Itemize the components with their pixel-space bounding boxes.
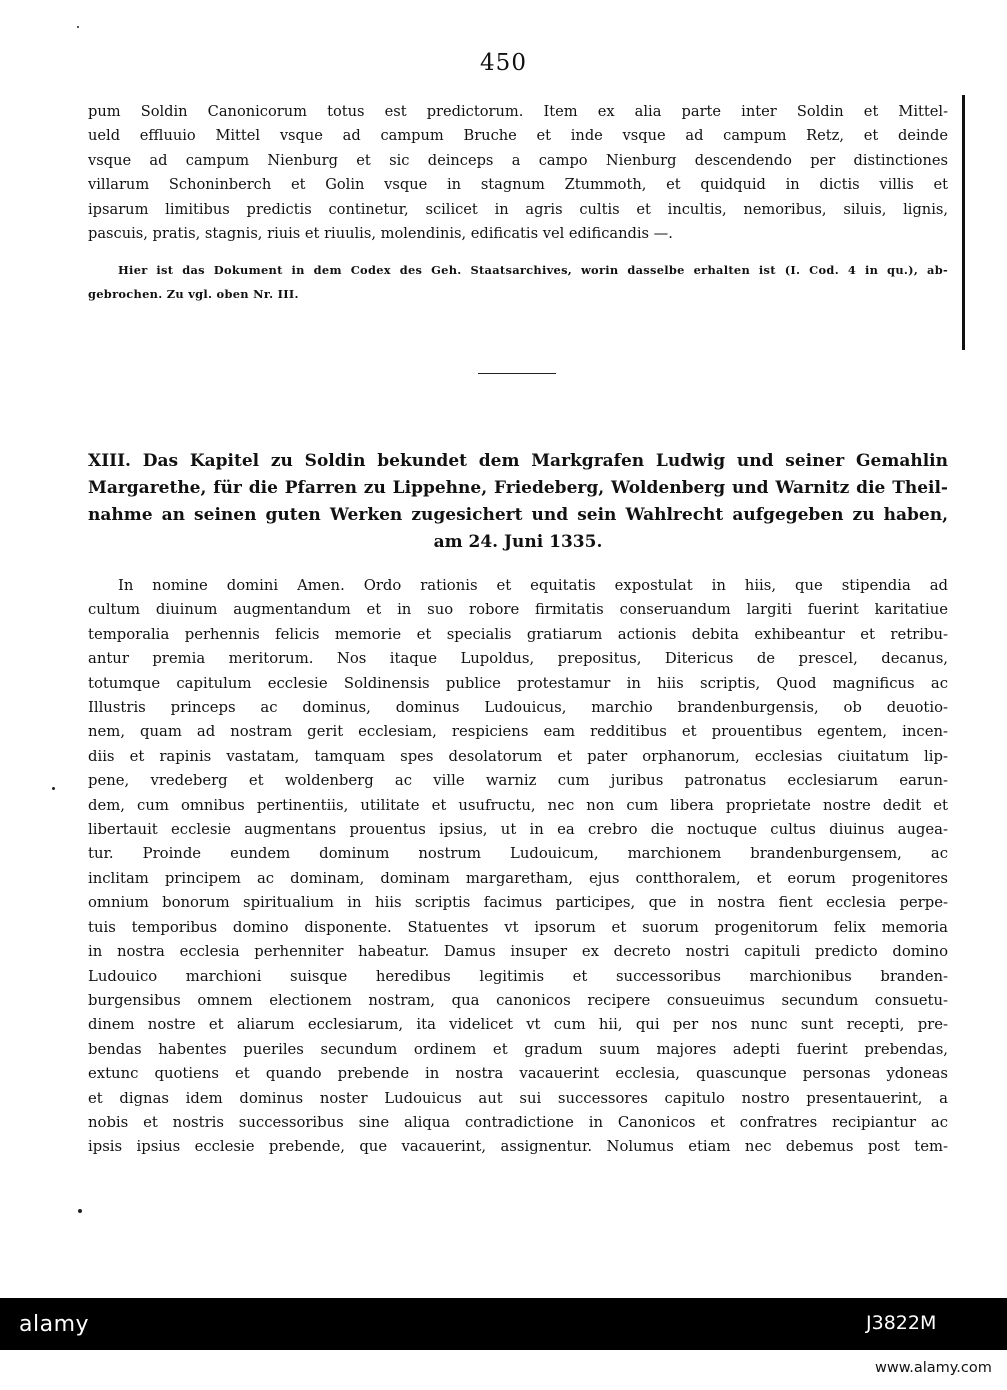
watermark-footer — [0, 1298, 1007, 1390]
body-line: cultum diuinum augmentandum et in suo robore firmitatis conseruandum largiti fuerint karitatiue — [88, 601, 948, 619]
body-line: antur premia meritorum. Nos itaque Lupoldus, prepositus, Ditericus de prescel, decanus, — [88, 650, 948, 668]
body-line: bendas habentes pueriles secundum ordinem et gradum suum majores adepti fuerint prebendas, — [88, 1040, 948, 1058]
heading-date-line: am 24. Juni 1335. — [433, 532, 603, 552]
scan-speck — [52, 787, 55, 790]
section-divider — [478, 373, 556, 374]
body-line: et dignas idem dominus noster Ludouicus aut sui successores capitulo nostro presentauerint, a — [88, 1089, 948, 1107]
scan-speck — [78, 1209, 82, 1213]
site-url: www.alamy.com — [875, 1360, 992, 1376]
body-line: inclitam principem ac dominam, dominam margaretham, ejus contthoralem, et eorum progenitores — [88, 869, 948, 887]
text-line: pum Soldin Canonicorum totus est predictorum. Item ex alia parte inter Soldin et Mittel- — [88, 103, 948, 120]
text-line: ipsarum limitibus predictis continetur, scilicet in agris cultis et incultis, nemoribus, siluis, lignis, — [88, 200, 948, 218]
body-line: In nomine domini Amen. Ordo rationis et equitatis expostulat in hiis, que stipendia ad — [118, 577, 948, 594]
image-code: J3822M — [866, 1312, 937, 1334]
body-line: libertauit ecclesie augmentans prouentus ipsius, ut in ea crebro die noctuque cultus diuinus augea- — [88, 821, 948, 839]
body-line: burgensibus omnem electionem nostram, qua canonicos recipere consueuimus secundum consuetu- — [88, 991, 948, 1009]
body-line: ipsis ipsius ecclesie prebende, que vacauerint, assignentur. Nolumus etiam nec debemus post tem- — [88, 1138, 948, 1156]
body-line: Illustris princeps ac dominus, dominus Ludouicus, marchio brandenburgensis, ob deuotio- — [88, 699, 948, 717]
document-heading — [88, 448, 948, 556]
heading-line: Margarethe, für die Pfarren zu Lippehne, Friedeberg, Woldenberg und Warnitz die Theil- — [88, 478, 948, 498]
body-line: extunc quotiens et quando prebende in nostra vacauerint ecclesia, quascunque personas ydoneas — [88, 1065, 948, 1083]
body-line: tuis temporibus domino disponente. Statuentes vt ipsorum et suorum progenitorum felix memoria — [88, 918, 948, 936]
text-line: ueld effluuio Mittel vsque ad campum Bruche et inde vsque ad campum Retz, et deinde — [88, 127, 948, 145]
text-line: vsque ad campum Nienburg et sic deinceps a campo Nienburg descendendo per distinctiones — [88, 151, 948, 169]
text-line: villarum Schoninberch et Golin vsque in stagnum Ztummoth, et quidquid in dictis villis et — [88, 176, 948, 194]
body-line: totumque capitulum ecclesie Soldinensis publice protestamur in hiis scriptis, Quod magnificus ac — [88, 674, 948, 692]
body-line: diis et rapinis vastatam, tamquam spes desolatorum et pater orphanorum, ecclesias ciuitatum lip- — [88, 747, 948, 765]
watermark-band — [0, 1298, 1007, 1350]
body-line: omnium bonorum spiritualium in hiis scriptis facimus participes, que in nostra fient ecclesia perpe- — [88, 894, 948, 912]
scan-margin-shadow — [962, 95, 965, 350]
heading-line: XIII. Das Kapitel zu Soldin bekundet dem Markgrafen Ludwig und seiner Gemahlin — [88, 451, 948, 471]
page-number: 450 — [480, 50, 527, 76]
continuation-paragraph — [88, 100, 948, 246]
text-line: pascuis, pratis, stagnis, riuis et riuulis, molendinis, edificatis vel edificandis —. — [88, 225, 673, 243]
body-line: pene, vredeberg et woldenberg ac ville warniz cum juribus patronatus ecclesiarum earun- — [88, 772, 948, 790]
body-line: temporalia perhennis felicis memorie et specialis gratiarum actionis debita exhibeantur et retribu- — [88, 625, 948, 643]
heading-line: nahme an seinen guten Werken zugesichert und sein Wahlrecht aufgegeben zu haben, — [88, 505, 948, 525]
editorial-note — [88, 258, 948, 306]
note-line: gebrochen. Zu vgl. oben Nr. III. — [88, 287, 299, 301]
note-line: Hier ist das Dokument in dem Codex des Geh. Staatsarchives, worin dasselbe erhalten ist (I. Cod. 4 in qu.), ab- — [118, 263, 948, 277]
scan-speck — [77, 26, 79, 28]
body-line: nobis et nostris successoribus sine aliqua contradictione in Canonicos et confratres recipiantur ac — [88, 1113, 948, 1131]
body-line: nem, quam ad nostram gerit ecclesiam, respiciens eam redditibus et prouentibus egentem, incen- — [88, 723, 948, 741]
document-body — [88, 574, 948, 1160]
body-line: dem, cum omnibus pertinentiis, utilitate et usufructu, nec non cum libera proprietate nostre dedit et — [88, 796, 948, 814]
body-line: Ludouico marchioni suisque heredibus legitimis et successoribus marchionibus branden- — [88, 967, 948, 985]
body-line: in nostra ecclesia perhenniter habeatur. Damus insuper ex decreto nostri capituli predicto domino — [88, 943, 948, 961]
alamy-logo: alamy — [19, 1312, 90, 1337]
body-line: tur. Proinde eundem dominum nostrum Ludouicum, marchionem brandenburgensem, ac — [88, 845, 948, 863]
body-line: dinem nostre et aliarum ecclesiarum, ita videlicet vt cum hii, qui per nos nunc sunt recepti, pre- — [88, 1016, 948, 1034]
